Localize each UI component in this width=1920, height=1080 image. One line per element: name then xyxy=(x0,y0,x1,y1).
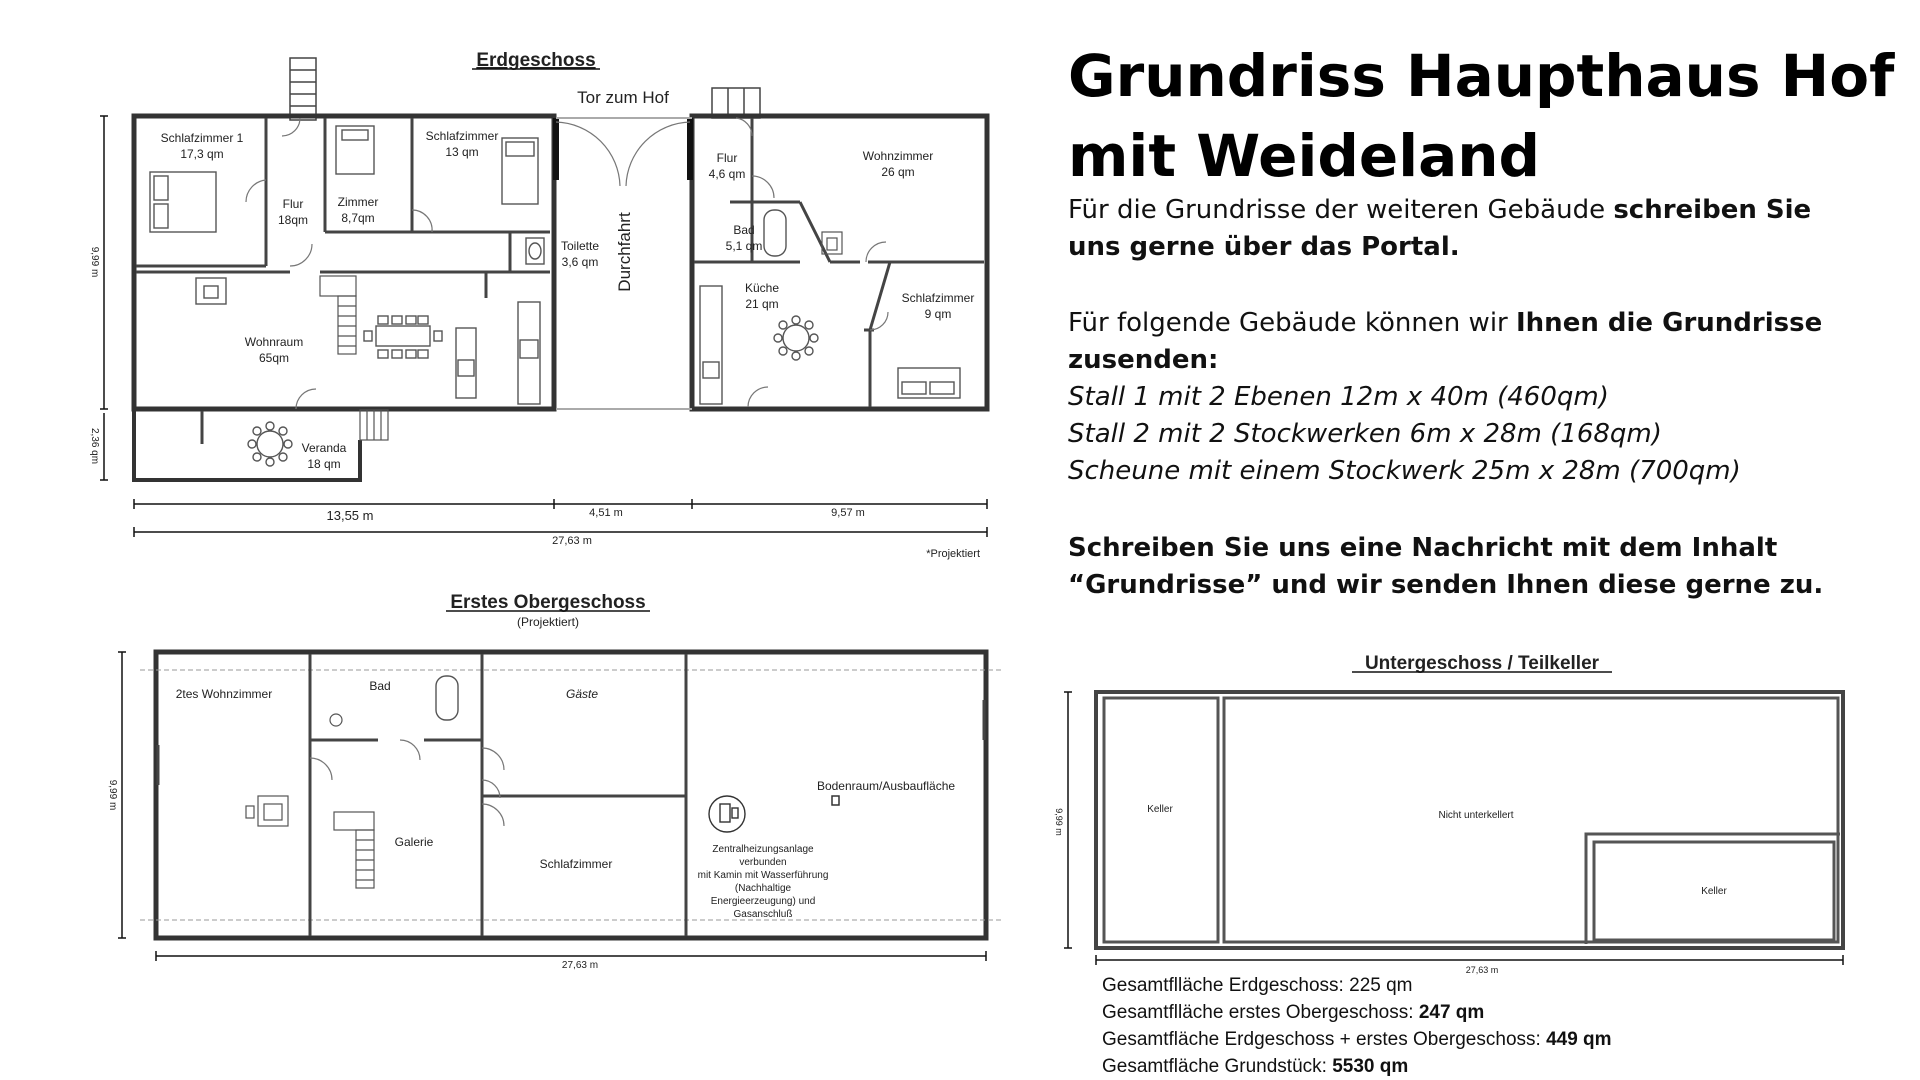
dimension-label: 13,55 m xyxy=(326,508,374,523)
obergeschoss-plan xyxy=(107,592,1004,971)
total-row: Gesamtflläche erstes Obergeschoss: 247 qm xyxy=(1102,1002,1485,1023)
stairs-icon xyxy=(360,410,388,440)
heating-note: Energieerzeugung) und xyxy=(710,896,816,907)
room-label: Wohnraum xyxy=(244,335,304,349)
dimension-label: 4,51 m xyxy=(589,507,623,519)
room-label: Flur xyxy=(716,151,738,165)
bathtub-icon xyxy=(436,676,458,720)
room-area: 26 qm xyxy=(881,165,915,179)
dimension-label: 9,99 m xyxy=(89,246,100,278)
heating-icon xyxy=(709,796,745,832)
room-area: 8,7qm xyxy=(341,211,375,225)
round-table-icon xyxy=(774,316,818,360)
room-label: Wohnzimmer xyxy=(862,149,934,163)
building-item: Stall 2 mit 2 Stockwerken 6m x 28m (168qm) xyxy=(1068,419,1662,449)
room-area: 9 qm xyxy=(924,307,952,321)
room-label: Gäste xyxy=(565,687,599,701)
room-label: Galerie xyxy=(394,835,434,849)
intro-text-plain: Für die Grundrisse der weiteren Gebäude xyxy=(1068,195,1614,225)
gate-label: Tor zum Hof xyxy=(577,88,669,107)
nicht-unterkellert-label: Nicht unterkellert xyxy=(1438,810,1514,821)
total-row: Gesamtfläche Grundstück: 5530 qm xyxy=(1102,1056,1409,1077)
durchfahrt-label: Durchfahrt xyxy=(615,212,634,292)
bed-icon xyxy=(336,126,374,174)
dimension-label: 27,63 m xyxy=(1465,965,1499,975)
dimension-label: 9,99 m xyxy=(107,779,118,811)
room-label: Bad xyxy=(733,223,755,237)
available-plain: Für folgende Gebäude können wir xyxy=(1068,308,1516,338)
toilet-icon xyxy=(526,238,544,264)
total-row: Gesamtfläche Erdgeschoss + erstes Obergeschoss: 449 qm xyxy=(1102,1029,1612,1050)
dining-table-icon xyxy=(364,316,442,358)
room-area: 3,6 qm xyxy=(561,255,599,269)
dimension-label: 27,63 m xyxy=(552,535,592,547)
heating-note: verbunden xyxy=(739,857,787,868)
room-label: 2tes Wohnzimmer xyxy=(175,687,273,701)
kitchen-counter-icon xyxy=(456,302,540,404)
building-item: Stall 1 mit 2 Ebenen 12m x 40m (460qm) xyxy=(1068,382,1609,412)
room-label: Schlafzimmer xyxy=(425,129,499,143)
room-area: 18qm xyxy=(277,213,309,227)
fireplace-icon xyxy=(196,278,226,304)
dimension-label: 2,36 qm xyxy=(89,427,100,465)
kitchen-counter-icon xyxy=(700,286,722,404)
title-line-1: Grundriss Haupthaus Hof xyxy=(1068,42,1895,110)
title-line-2: mit Weideland xyxy=(1068,122,1541,190)
stairs-icon xyxy=(320,276,356,354)
room-label: Toilette xyxy=(560,239,600,253)
bed-icon xyxy=(898,368,960,398)
call-to-action: Schreiben Sie uns eine Nachricht mit dem Inhalt “Grundrisse” und wir senden Ihnen diese gerne zu. xyxy=(1068,533,1824,600)
building-item: Scheune mit einem Stockwerk 25m x 28m (700qm) xyxy=(1068,456,1741,486)
hatch-icon xyxy=(832,796,839,805)
obergeschoss-title: Erstes Obergeschoss xyxy=(450,592,646,613)
dimension-label: 27,63 m xyxy=(561,960,599,971)
stairs-icon xyxy=(334,812,374,888)
room-area: 65qm xyxy=(258,351,290,365)
room-label: Flur xyxy=(282,197,304,211)
room-label: Schlafzimmer 1 xyxy=(160,131,244,145)
room-label: Schlafzimmer xyxy=(901,291,975,305)
room-area: 21 qm xyxy=(745,297,779,311)
heating-note: (Nachhaltige xyxy=(734,883,792,894)
chimney-icon xyxy=(290,58,316,120)
room-label: Veranda xyxy=(301,441,347,455)
dimension-label: 9,99 m xyxy=(1054,808,1064,836)
heating-note: Zentralheizungsanlage xyxy=(712,844,814,855)
bathtub-icon xyxy=(764,210,786,256)
fireplace-icon xyxy=(246,796,288,826)
untergeschoss-plan xyxy=(1054,653,1843,975)
room-area: 13 qm xyxy=(445,145,479,159)
keller-label: Keller xyxy=(1147,804,1173,815)
room-label: Schlafzimmer xyxy=(539,857,613,871)
bed-icon xyxy=(502,138,538,204)
untergeschoss-title: Untergeschoss / Teilkeller xyxy=(1364,653,1600,674)
intro-text-bold: schreiben Sie uns gerne über das Portal. xyxy=(1068,195,1812,262)
dimension-label: 9,57 m xyxy=(831,507,865,519)
room-area: 4,6 qm xyxy=(708,167,746,181)
keller-label: Keller xyxy=(1701,886,1727,897)
room-label: Zimmer xyxy=(337,195,379,209)
room-area: 5,1 qm xyxy=(725,239,763,253)
heating-note: mit Kamin mit Wasserführung xyxy=(697,870,829,881)
erdgeschoss-title: Erdgeschoss xyxy=(476,50,596,71)
room-label: Bodenraum/Ausbaufläche xyxy=(816,779,956,793)
heating-note: Gasanschluß xyxy=(733,909,793,920)
erdgeschoss-plan xyxy=(89,50,987,560)
round-table-icon xyxy=(248,422,292,466)
projected-note: *Projektiert xyxy=(926,548,980,560)
obergeschoss-subtitle: (Projektiert) xyxy=(516,615,580,629)
room-label: Bad xyxy=(369,679,391,693)
room-label: Küche xyxy=(744,281,780,295)
room-area: 17,3 qm xyxy=(180,147,224,161)
bed-icon xyxy=(150,172,216,232)
room-area: 18 qm xyxy=(307,457,341,471)
available-bold: Ihnen die Grundrisse zusenden: xyxy=(1068,308,1823,375)
total-row: Gesamtflläche Erdgeschoss: 225 qm xyxy=(1102,975,1413,996)
toilet-icon xyxy=(330,714,342,726)
